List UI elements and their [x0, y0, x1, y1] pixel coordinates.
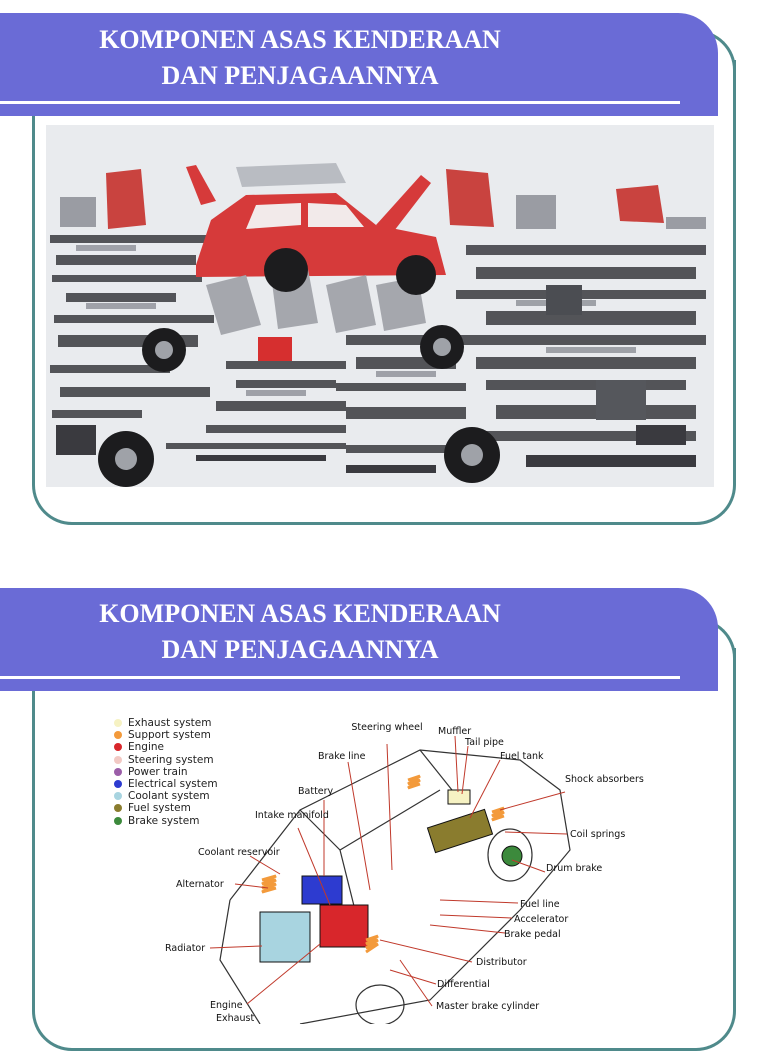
banner-rule [0, 101, 680, 104]
disassembled-car-illustration [46, 125, 714, 487]
car-parts-photo [46, 125, 714, 487]
title-banner [0, 588, 718, 691]
title-line-2: DAN PENJAGAANNYA [161, 635, 439, 664]
banner-rule [0, 676, 680, 679]
label-coil-springs: Coil springs [570, 829, 626, 840]
slide-title [0, 596, 600, 668]
legend-item: Support system [114, 729, 218, 741]
label-intake-manifold: Intake manifold [255, 810, 329, 821]
label-brake-line: Brake line [318, 751, 366, 762]
title-banner [0, 13, 718, 116]
label-fuel-tank: Fuel tank [500, 751, 544, 762]
label-distributor: Distributor [476, 957, 527, 968]
battery-shape [302, 876, 342, 904]
label-exhaust: Exhaust [216, 1013, 255, 1024]
label-accelerator: Accelerator [514, 914, 569, 925]
title-line-1: KOMPONEN ASAS KENDERAAN [99, 25, 501, 54]
label-shock-absorbers: Shock absorbers [565, 774, 644, 785]
legend-item: Steering system [114, 754, 218, 766]
title-line-1: KOMPONEN ASAS KENDERAAN [99, 599, 501, 628]
legend-item: Fuel system [114, 802, 218, 814]
legend-item: Electrical system [114, 778, 218, 790]
label-master-brake-cylinder: Master brake cylinder [436, 1001, 540, 1012]
radiator-shape [260, 912, 310, 962]
label-tail-pipe: Tail pipe [465, 737, 504, 748]
slide-title [0, 22, 600, 94]
fuel-tank-shape [427, 809, 492, 852]
muffler-shape [448, 790, 470, 804]
label-radiator: Radiator [165, 943, 206, 954]
label-engine: Engine [210, 1000, 243, 1011]
engine-shape [320, 905, 368, 947]
car-systems-diagram [0, 700, 768, 1024]
legend-item: Exhaust system [114, 717, 218, 729]
label-battery: Battery [298, 786, 334, 797]
title-line-2: DAN PENJAGAANNYA [161, 61, 439, 90]
legend-item: Engine [114, 741, 218, 753]
label-coolant-reservoir: Coolant reservoir [198, 847, 280, 858]
label-muffler: Muffler [438, 726, 472, 737]
label-alternator: Alternator [176, 879, 224, 890]
label-brake-pedal: Brake pedal [504, 929, 561, 940]
legend-item: Brake system [114, 815, 218, 827]
legend-item: Coolant system [114, 790, 218, 802]
label-differential: Differential [437, 979, 490, 990]
label-steering-wheel: Steering wheel [351, 722, 423, 733]
label-fuel-line: Fuel line [520, 899, 560, 910]
legend-item: Power train [114, 766, 218, 778]
label-drum-brake: Drum brake [546, 863, 603, 874]
